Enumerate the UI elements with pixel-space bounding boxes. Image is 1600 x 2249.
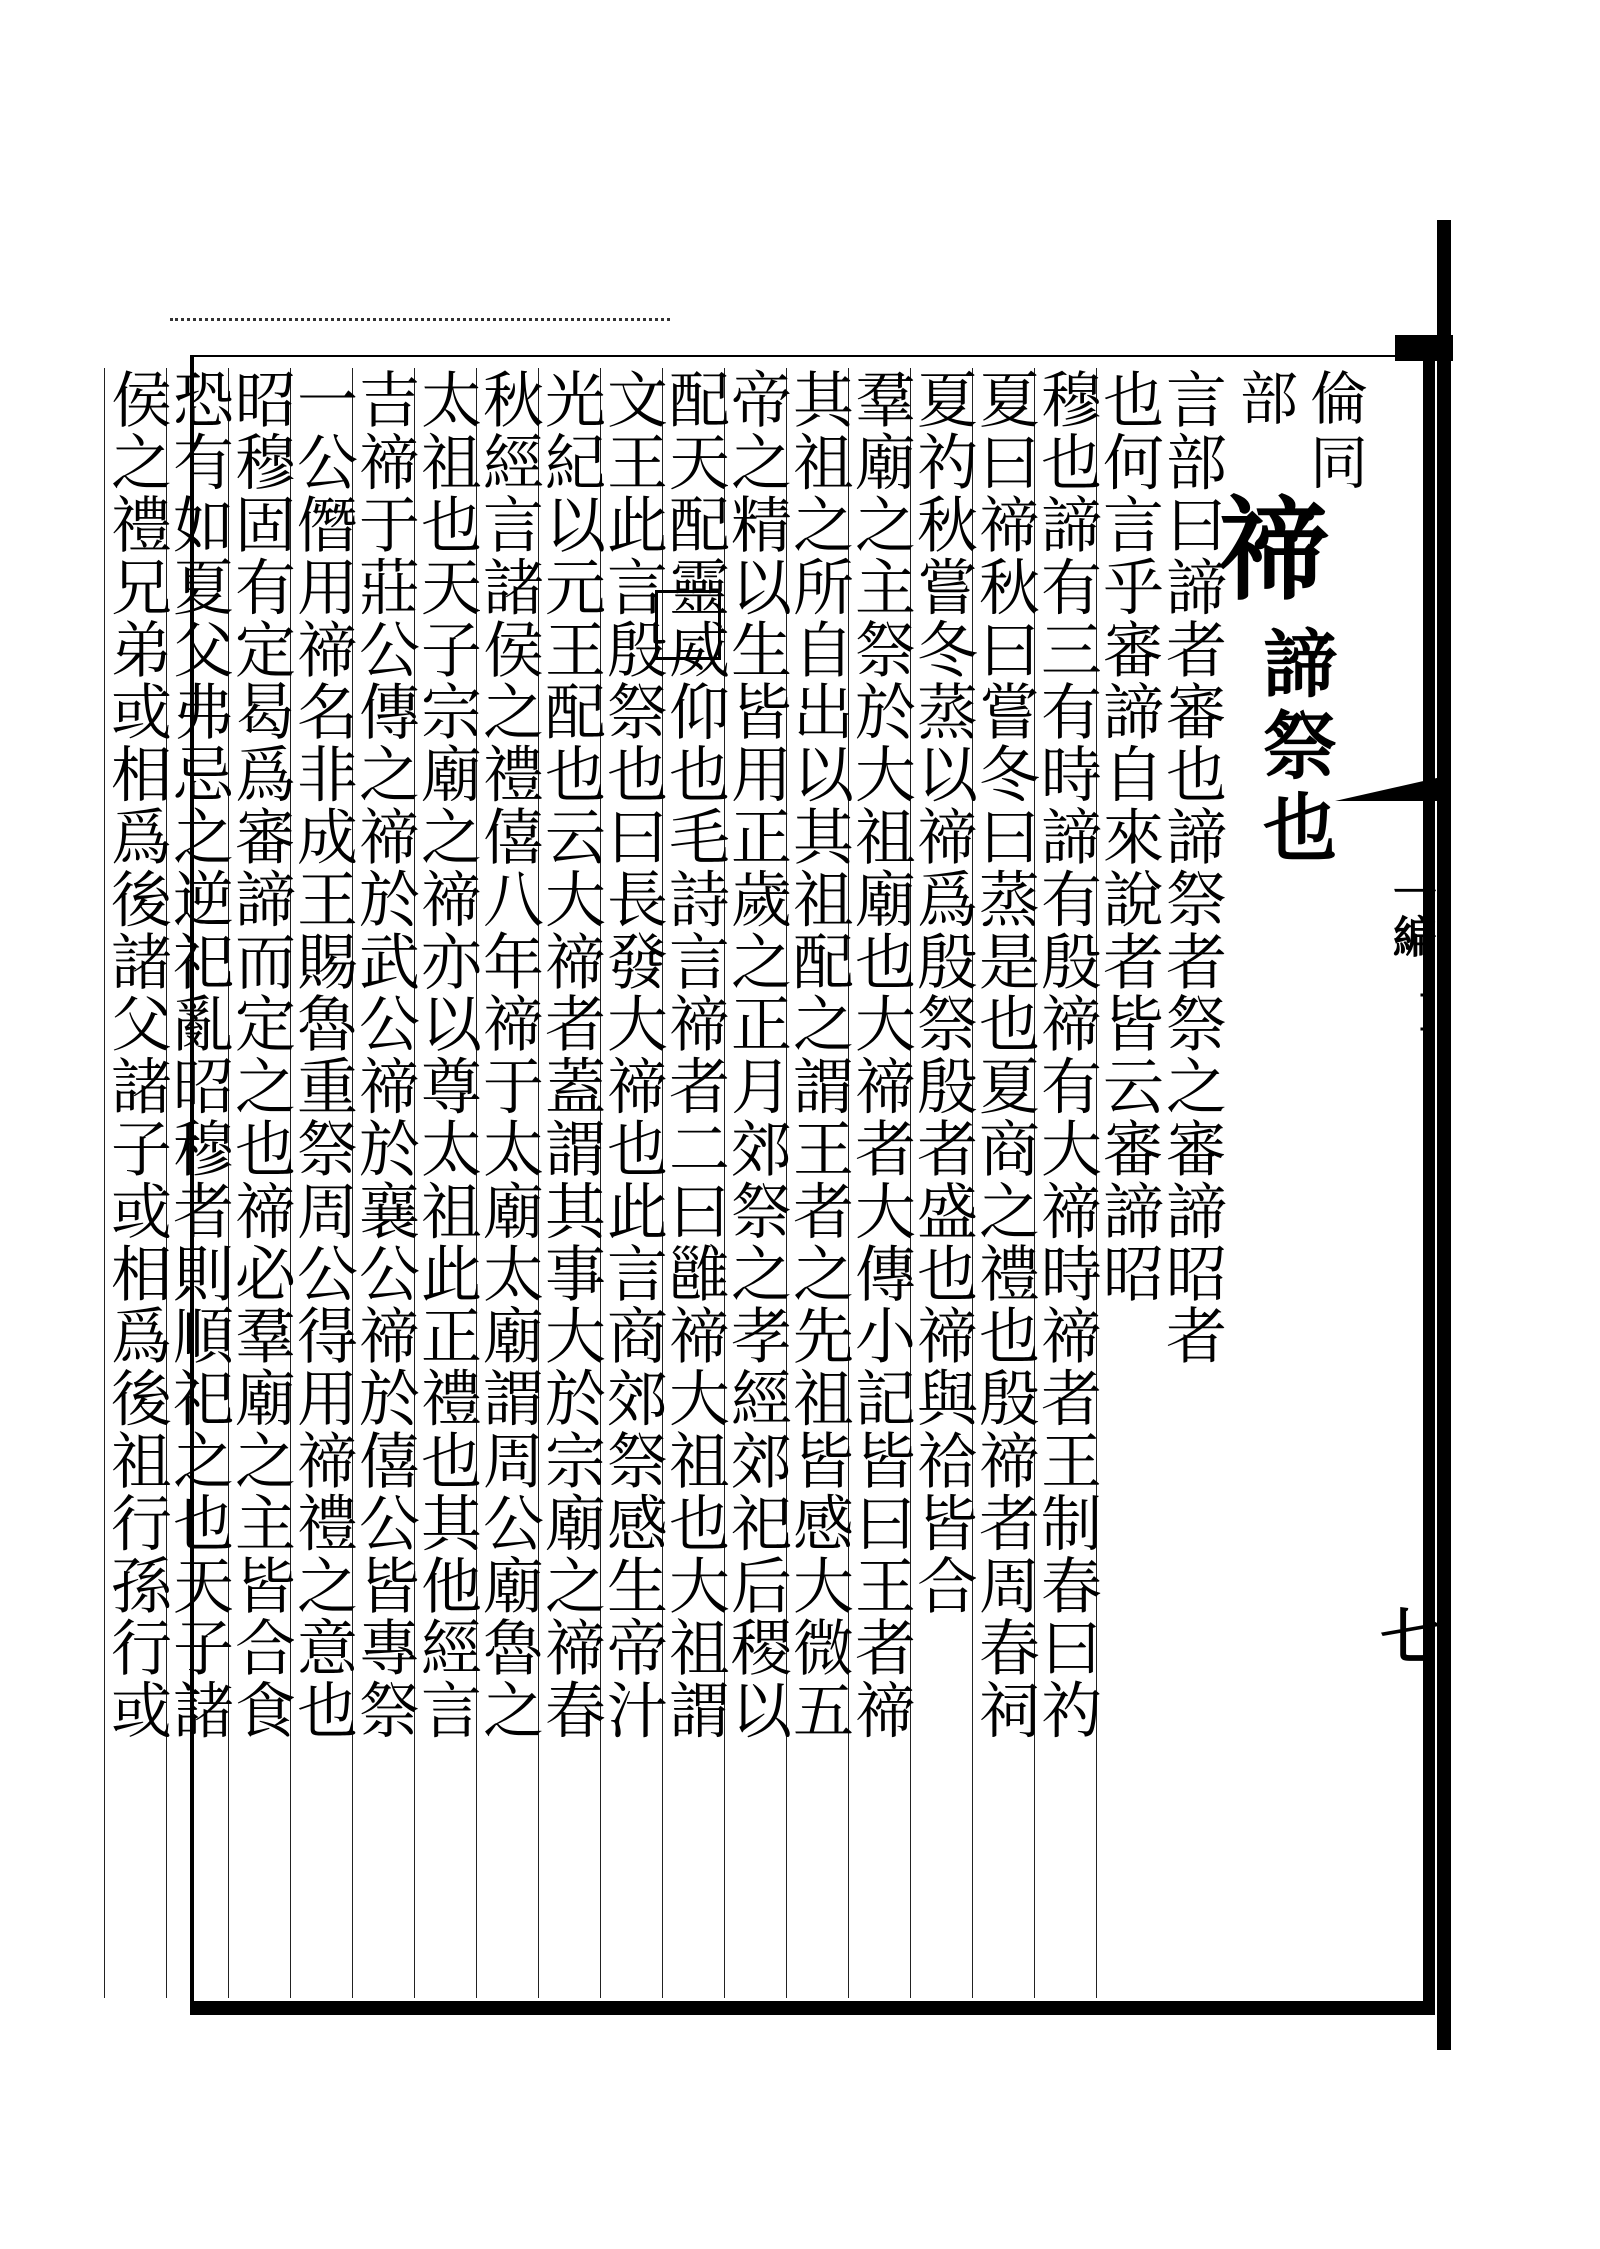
text-column-10: 文王此言殷祭也曰長發大禘也此言商郊祭感生帝汁: [600, 368, 663, 1998]
margin-fishtail-top: [1395, 335, 1453, 361]
heading-line-1: 倫同: [1300, 368, 1368, 496]
entry-title-gloss: 諦祭也: [1251, 625, 1337, 871]
text-column-15: 一公僭用禘名非成王賜魯重祭周公得用禘禮之意也: [290, 368, 353, 1998]
text-column-16: 昭穆固有定曷爲審諦而定之也禘必羣廟之主皆合食: [228, 368, 291, 1998]
text-column-13: 太祖也天子宗廟之禘亦以尊太祖此正禮也其他經言: [414, 368, 477, 1998]
heading-line-2: 部: [1230, 368, 1298, 432]
text-column-18: 侯之禮兄弟或相爲後諸父諸子或相爲後祖行孫行或: [104, 368, 167, 1998]
text-column-11: 光紀以元王配也云大禘者蓋謂其事大於宗廟之禘春: [538, 368, 601, 1998]
text-column-6: 羣廟之主祭於大祖廟也大禘者大傳小記皆曰王者禘: [848, 368, 911, 1998]
text-column-12: 秋經言諸侯之禮僖八年禘于太廟太廟謂周公廟魯之: [476, 368, 539, 1998]
text-column-14: 吉禘于莊公傳之禘於武公禘於襄公禘於僖公皆專祭: [352, 368, 415, 1998]
text-column-17: 恐有如夏父弗忌之逆祀亂昭穆者則順祀之也天子諸: [166, 368, 229, 1998]
right-margin-bar: [1437, 220, 1451, 2050]
text-column-1: 言部曰諦者審也諦祭者祭之審諦昭者: [1156, 368, 1227, 1367]
fold-title: 一編: [1385, 870, 1436, 958]
text-column-8: 帝之精以生皆用正歲之正月郊祭之孝經郊祀后稷以: [724, 368, 787, 1998]
text-column-4: 夏曰禘秋曰嘗冬曰蒸是也夏商之禮也殷禘者周春祠: [972, 368, 1035, 1998]
boxed-character-marker: [655, 590, 721, 660]
text-column-5: 夏礿秋嘗冬蒸以禘爲殷祭殷者盛也禘與祫皆合: [910, 368, 973, 1998]
text-column-7: 其祖之所自出以其祖配之謂王者之先祖皆感大微五: [786, 368, 849, 1998]
top-edge-specks: [170, 318, 670, 327]
margin-dots: ⋮⋮: [1415, 980, 1450, 1048]
entry-title-character: 禘: [1218, 485, 1330, 616]
leaf-number: 七: [1380, 1603, 1440, 1673]
text-column-2: 也何言乎審諦自來說者皆云審諦昭: [1096, 368, 1159, 1998]
text-column-9: 配天配靈威仰也毛詩言禘者二曰雝禘大祖也大祖謂: [662, 368, 725, 1998]
text-column-3: 穆也諦有三有時諦有殷禘有大禘時禘者王制春曰礿: [1034, 368, 1097, 1998]
